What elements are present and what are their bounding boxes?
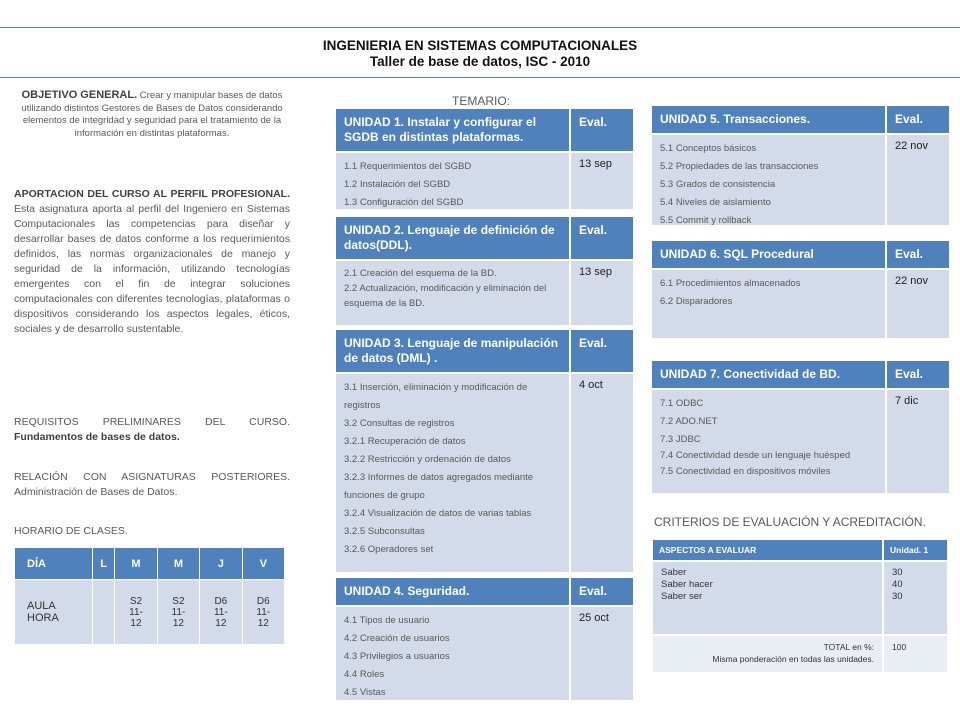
unit-card xyxy=(336,330,633,572)
unit-items xyxy=(336,261,571,325)
unit-item: 5.1 Conceptos básicos xyxy=(660,143,757,154)
unit-date: 13 sep xyxy=(579,266,613,278)
unit-item: 1.1 Requerimientos del SGBD xyxy=(344,161,472,172)
schedule-row xyxy=(15,580,285,645)
unit-item: 3.2.5 Subconsultas xyxy=(344,526,425,537)
unit-date: 4 oct xyxy=(579,379,603,391)
unit-item: 4.4 Roles xyxy=(344,669,385,680)
schedule-header-row xyxy=(15,548,285,580)
unit-body xyxy=(652,133,949,225)
header-subtitle: Taller de base de datos, ISC - 2010 xyxy=(369,54,591,69)
unit-header xyxy=(652,361,949,388)
unit-items xyxy=(336,374,571,572)
unit-header xyxy=(652,241,949,268)
requisitos-section xyxy=(14,415,290,445)
unit-item: 7.1 ODBC xyxy=(660,398,704,409)
unit-item: 3.2 Consultas de registros xyxy=(344,418,455,429)
unit-items xyxy=(652,390,887,493)
unit-item: 5.2 Propiedades de las transacciones xyxy=(660,161,819,172)
unit-eval-label: Eval. xyxy=(895,367,924,381)
relacion-label: RELACIÓN CON ASIGNATURAS POSTERIORES. xyxy=(14,471,290,483)
unit-card xyxy=(652,361,949,493)
unit-item: 6.1 Procedimientos almacenados xyxy=(660,278,801,289)
unit-title: UNIDAD 7. Conectividad de BD. xyxy=(652,361,887,388)
unit-item: 3.1 Inserción, eliminación y modificación de registros xyxy=(344,382,528,411)
unit-body xyxy=(336,151,633,209)
criterios-total-row xyxy=(653,634,947,672)
unit-items xyxy=(336,153,571,209)
unit-header xyxy=(336,578,633,605)
unit-item: 4.1 Tipos de usuario xyxy=(344,615,430,626)
aportacion-label: APORTACION DEL CURSO AL PERFIL PROFESIONAL. xyxy=(14,188,290,200)
criterios-head-right: Unidad. 1 xyxy=(890,545,929,555)
requisitos-text: Fundamentos de bases de datos. xyxy=(14,431,180,443)
unit-header xyxy=(336,330,633,372)
unit-item: 4.3 Privilegios a usuarios xyxy=(344,651,450,662)
objetivo-label: OBJETIVO GENERAL. xyxy=(21,89,138,101)
aportacion-section xyxy=(14,187,290,337)
relacion-text: Administración de Bases de Datos. xyxy=(14,486,178,498)
unit-header xyxy=(336,217,633,259)
criterios-values xyxy=(884,562,947,634)
unit-eval-label: Eval. xyxy=(579,584,608,598)
unit-eval-label: Eval. xyxy=(579,223,608,237)
unit-eval-label: Eval. xyxy=(895,247,924,261)
total-note: Misma ponderación en todas las unidades. xyxy=(712,654,874,664)
unit-title: UNIDAD 2. Lenguaje de definición de datos(DDL). xyxy=(336,217,571,259)
unit-item: 5.5 Commit y rollback xyxy=(660,215,752,226)
unit-item: 4.2 Creación de usuarios xyxy=(344,633,450,644)
header-title: INGENIERIA EN SISTEMAS COMPUTACIONALES xyxy=(322,38,638,53)
unit-title: UNIDAD 5. Transacciones. xyxy=(652,106,887,133)
unit-date: 22 nov xyxy=(895,275,929,287)
aspect-item: Saber ser xyxy=(661,591,703,602)
schedule-cell xyxy=(93,580,115,645)
unit-items xyxy=(652,135,887,225)
criterios-aspects xyxy=(653,562,884,634)
relacion-section xyxy=(14,470,290,500)
schedule-header-cell: M xyxy=(115,548,157,580)
aportacion-text: Esta asignatura aporta al perfil del Ingeniero en Sistemas Computacionales las competencias para diseñar y desarrollar bases de datos conforme a los requerimientos definidos, las normas organizacionales de manejo y seguridad de la información, utilizando tecnologías emergentes con el fin de integrar soluciones computacionales con diferentes tecnologías, plataformas o dispositivos considerando los aspectos legales, éticos, sociales y de desarrollo sustentable. xyxy=(14,203,290,335)
unit-item: 3.2.3 Informes de datos agregados mediante funciones de grupo xyxy=(344,472,534,501)
unit-item: 5.3 Grados de consistencia xyxy=(660,179,776,190)
unit-date: 25 oct xyxy=(579,612,609,624)
aspect-item: Saber hacer xyxy=(661,579,713,590)
unit-card xyxy=(336,217,633,325)
temario-label: TEMARIO: xyxy=(452,94,511,108)
unit-card xyxy=(652,241,949,338)
unit-card xyxy=(652,106,949,225)
aspect-value: 40 xyxy=(892,579,903,590)
unit-item: 7.5 Conectividad en dispositivos móviles xyxy=(660,466,831,477)
unit-header xyxy=(652,106,949,133)
schedule-cell: AULA HORA xyxy=(15,580,93,645)
unit-body xyxy=(652,268,949,338)
unit-card xyxy=(336,578,633,700)
unit-body xyxy=(336,605,633,700)
unit-item: 7.2 ADO.NET xyxy=(660,416,718,427)
criterios-head-left: ASPECTOS A EVALUAR xyxy=(653,540,884,560)
schedule-header-cell: J xyxy=(200,548,242,580)
criterios-row xyxy=(653,560,947,634)
criterios-total xyxy=(653,636,884,672)
schedule-cell: D6 11- 12 xyxy=(200,580,242,645)
schedule-cell: S2 11- 12 xyxy=(157,580,199,645)
unit-item: 2.1 Creación del esquema de la BD. xyxy=(344,268,497,279)
unit-item: 4.5 Vistas xyxy=(344,687,386,698)
unit-item: 5.4 Niveles de aislamiento xyxy=(660,197,771,208)
unit-title: UNIDAD 3. Lenguaje de manipulación de datos (DML) . xyxy=(336,330,571,372)
unit-item: 6.2 Disparadores xyxy=(660,296,733,307)
criterios-table xyxy=(653,540,947,672)
schedule-cell: D6 11- 12 xyxy=(242,580,284,645)
unit-header xyxy=(336,109,633,151)
schedule-cell: S2 11- 12 xyxy=(115,580,157,645)
unit-card xyxy=(336,109,633,209)
objetivo-text: Crear y manipular bases de datos utilizando distintos Gestores de Bases de Datos considerando elementos de integridad y seguridad para el tratamiento de la información en distintas plataformas. xyxy=(21,90,283,139)
unit-item: 3.2.4 Visualización de datos de varias tablas xyxy=(344,508,532,519)
unit-item: 3.2.6 Operadores set xyxy=(344,544,434,555)
aspect-item: Saber xyxy=(661,567,687,578)
unit-item: 7.3 JDBC xyxy=(660,434,701,445)
aspect-value: 30 xyxy=(892,591,903,602)
criterios-title: CRITERIOS DE EVALUACIÓN Y ACREDITACIÓN. xyxy=(654,515,926,529)
unit-date: 22 nov xyxy=(895,140,929,152)
horario-label: HORARIO DE CLASES. xyxy=(14,525,128,537)
unit-item: 1.2 Instalación del SGBD xyxy=(344,179,451,190)
unit-date: 13 sep xyxy=(579,158,613,170)
unit-body xyxy=(336,372,633,572)
unit-item: 7.4 Conectividad desde un lenguaje huésped xyxy=(660,450,851,461)
objetivo-section xyxy=(14,89,290,140)
unit-eval-label: Eval. xyxy=(895,112,924,126)
schedule-header-cell: M xyxy=(157,548,199,580)
requisitos-label: REQUISITOS PRELIMINARES DEL CURSO. xyxy=(14,416,290,428)
unit-item: 3.2.2 Restricción y ordenación de datos xyxy=(344,454,511,465)
page-header xyxy=(0,27,960,78)
schedule-header-cell: V xyxy=(242,548,284,580)
unit-item: 3.2.1 Recuperación de datos xyxy=(344,436,466,447)
unit-eval-label: Eval. xyxy=(579,336,608,350)
unit-eval-label: Eval. xyxy=(579,115,608,129)
unit-items xyxy=(652,270,887,338)
criterios-header xyxy=(653,540,947,560)
unit-item: 1.3 Configuración del SGBD xyxy=(344,197,464,208)
unit-date: 7 dic xyxy=(895,395,919,407)
unit-title: UNIDAD 6. SQL Procedural xyxy=(652,241,887,268)
unit-body xyxy=(336,259,633,325)
schedule-table xyxy=(14,547,285,645)
total-label: TOTAL en %: xyxy=(823,642,874,652)
unit-body xyxy=(652,388,949,493)
unit-items xyxy=(336,607,571,700)
aspect-value: 30 xyxy=(892,567,903,578)
unit-item: 2.2 Actualización, modificación y eliminación del esquema de la BD. xyxy=(344,283,547,309)
total-value: 100 xyxy=(892,642,907,652)
schedule-header-cell: L xyxy=(93,548,115,580)
unit-title: UNIDAD 1. Instalar y configurar el SGDB en distintas plataformas. xyxy=(336,109,571,151)
schedule-header-cell: DÍA xyxy=(15,548,93,580)
unit-title: UNIDAD 4. Seguridad. xyxy=(336,578,571,605)
